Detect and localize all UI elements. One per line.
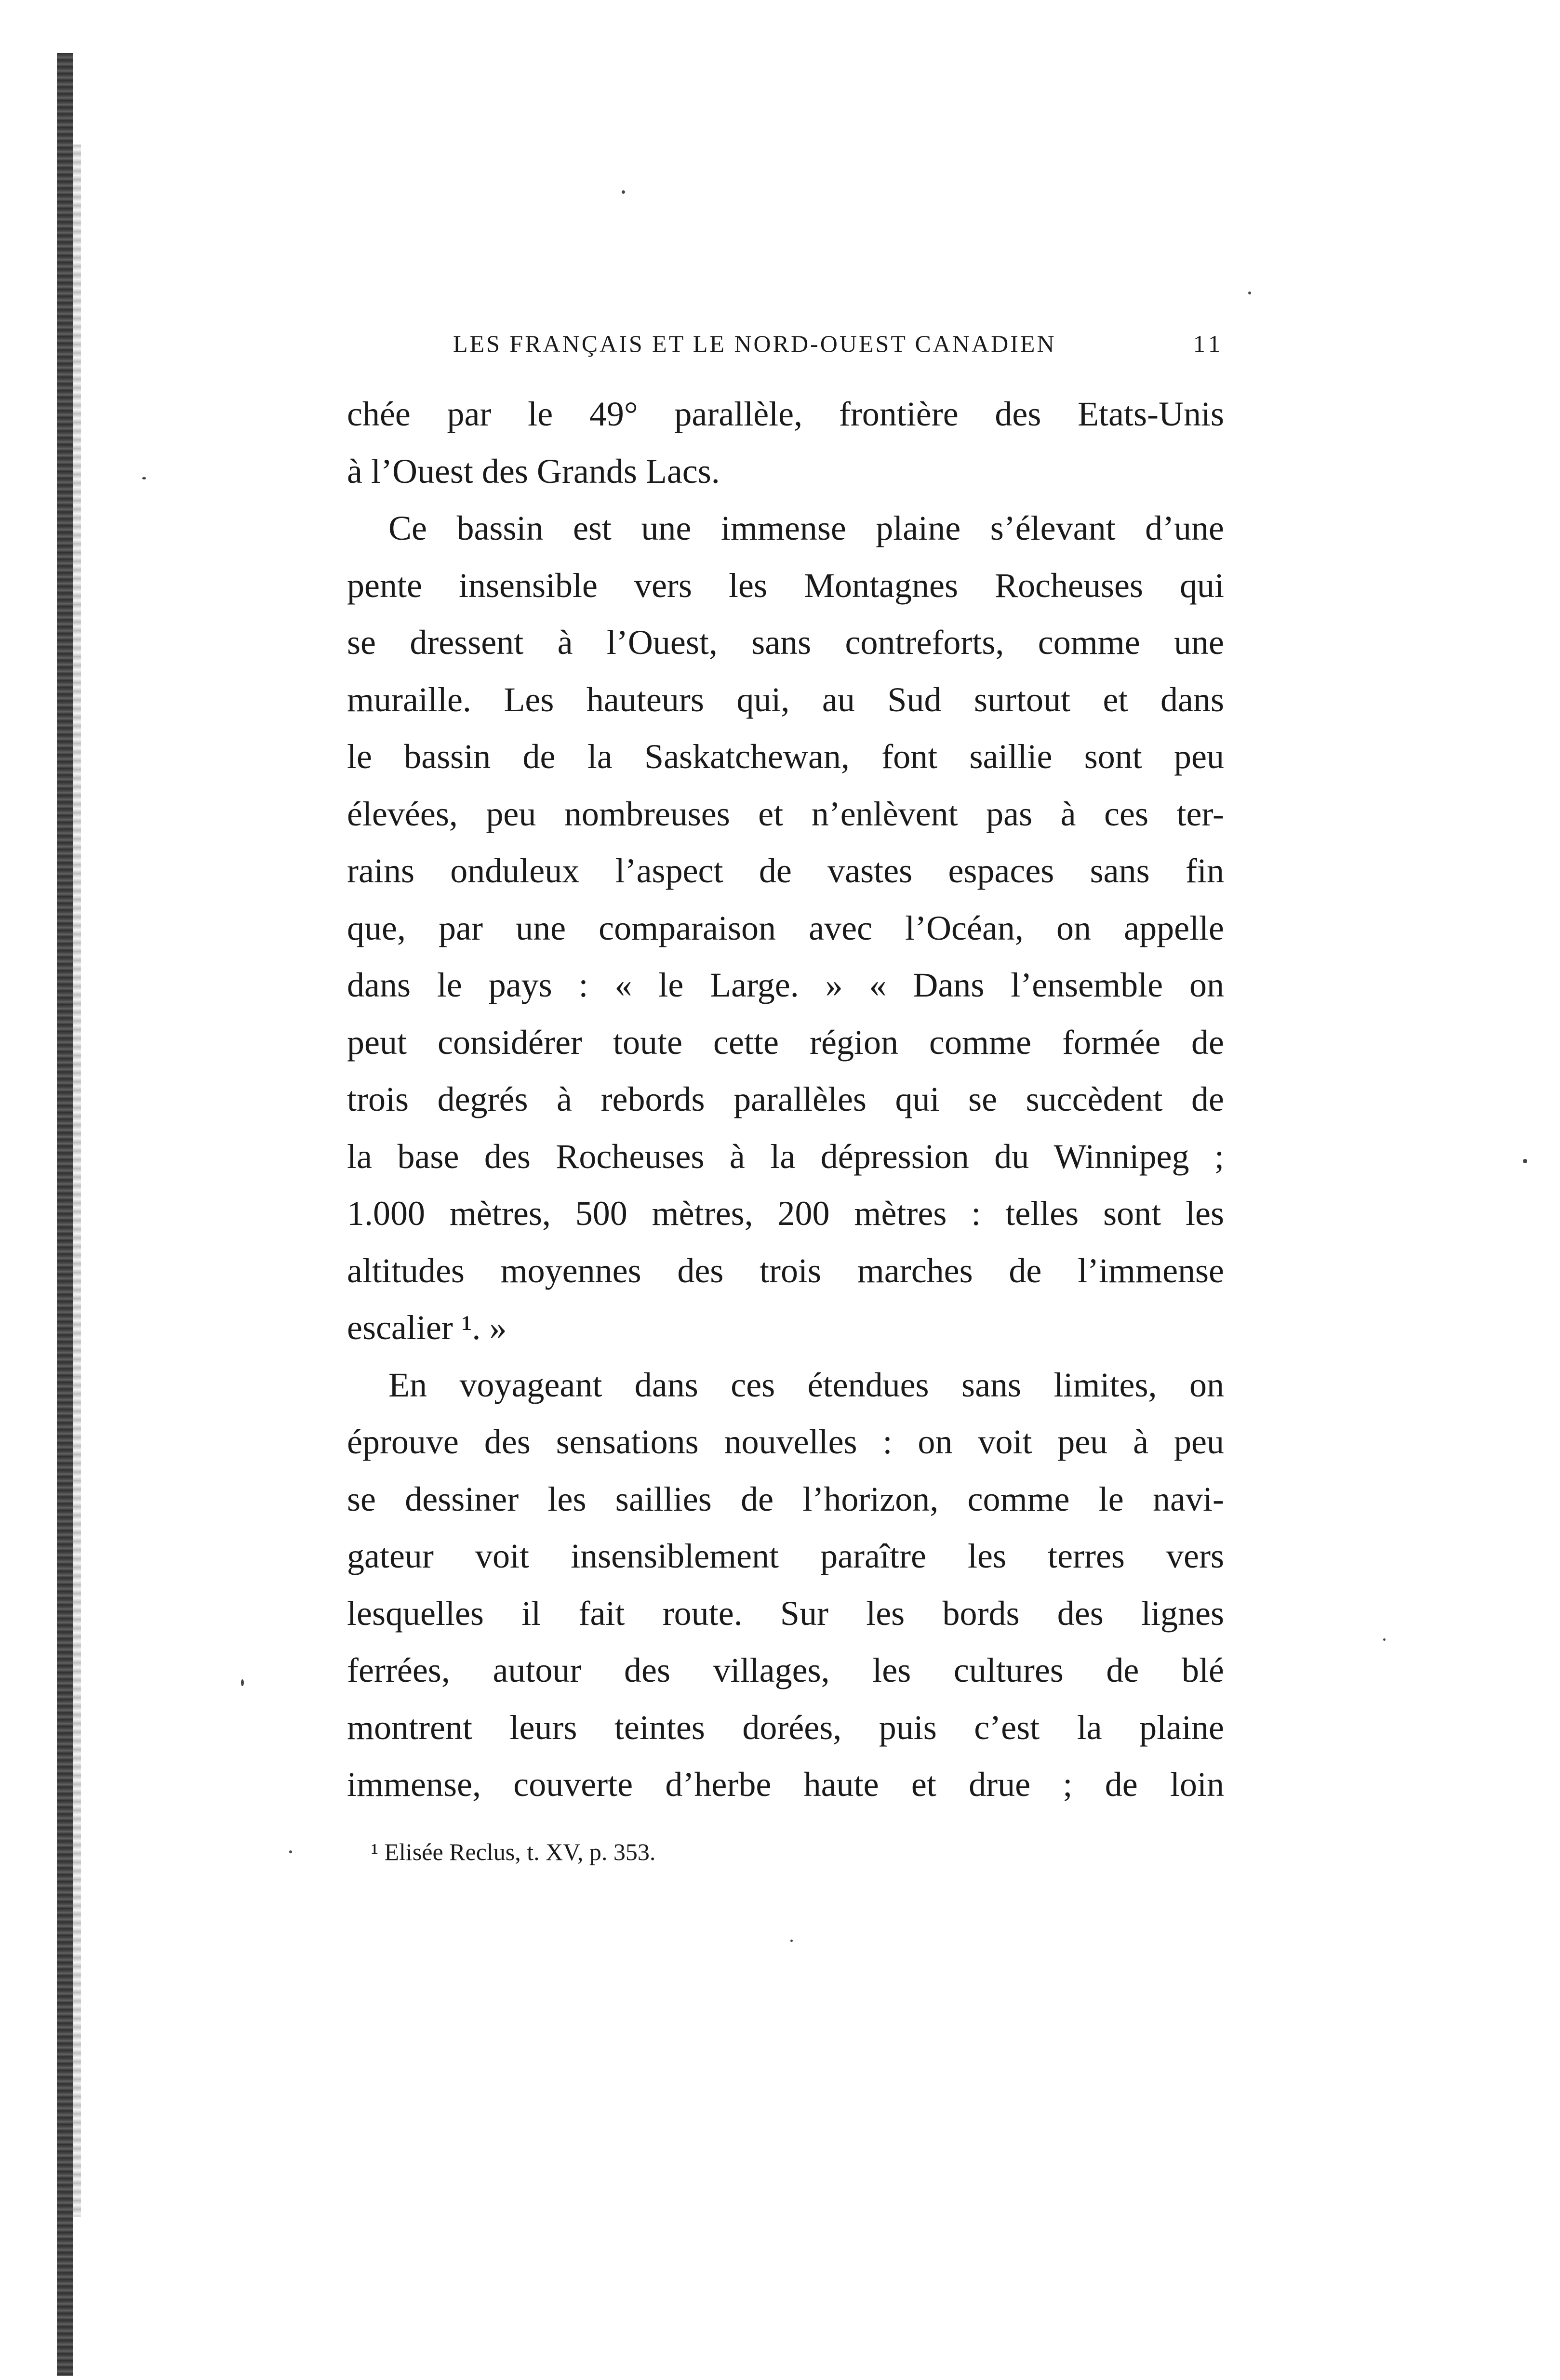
running-title: LES FRANÇAIS ET LE NORD-OUEST CANADIEN: [453, 330, 1056, 357]
scan-speck: [1383, 1638, 1386, 1641]
footnote: ¹ Elisée Reclus, t. XV, p. 353.: [371, 1838, 656, 1865]
text-line: à l’Ouest des Grands Lacs.: [347, 452, 720, 491]
page-number: 11: [1193, 330, 1224, 357]
text-line: trois degrés à rebords parallèles qui se succèdent de: [347, 1080, 1224, 1118]
scan-speck: [241, 1679, 244, 1686]
text-line: peut considérer toute cette région comme formée de: [347, 1023, 1224, 1062]
binding-edge: [57, 53, 73, 2376]
scan-speck: [289, 1850, 292, 1853]
text-line: lesquelles il fait route. Sur les bords des lignes: [347, 1594, 1224, 1633]
text-line: se dessiner les saillies de l’horizon, comme le navi-: [347, 1479, 1224, 1518]
text-line: rains onduleux l’aspect de vastes espaces sans fin: [347, 851, 1224, 890]
text-line: pente insensible vers les Montagnes Rocheuses qui: [347, 566, 1224, 605]
scan-speck: [790, 1940, 793, 1942]
text-line: la base des Rocheuses à la dépression du Winnipeg ;: [347, 1137, 1224, 1176]
running-head: [347, 322, 1224, 365]
scan-speck: [142, 477, 146, 479]
text-line: Ce bassin est une immense plaine s’élevant d’une: [388, 509, 1224, 547]
body-text: [347, 386, 1224, 1813]
scan-speck: [622, 190, 625, 194]
text-line: dans le pays : « le Large. » « Dans l’ensemble on: [347, 966, 1224, 1004]
text-line: se dressent à l’Ouest, sans contreforts, comme une: [347, 623, 1224, 662]
text-line: En voyageant dans ces étendues sans limites, on: [388, 1365, 1224, 1404]
scan-speck: [1248, 292, 1251, 294]
text-line: escalier ¹. »: [347, 1308, 507, 1347]
text-line: montrent leurs teintes dorées, puis c’est la plaine: [347, 1708, 1224, 1747]
text-line: le bassin de la Saskatchewan, font saillie sont peu: [347, 737, 1224, 776]
scan-speck: [1523, 1159, 1527, 1163]
text-line: altitudes moyennes des trois marches de l’immense: [347, 1251, 1224, 1290]
text-line: immense, couverte d’herbe haute et drue ; de loin: [347, 1765, 1224, 1804]
text-line: muraille. Les hauteurs qui, au Sud surtout et dans: [347, 680, 1224, 719]
text-line: élevées, peu nombreuses et n’enlèvent pas à ces ter-: [347, 794, 1224, 833]
text-line: ferrées, autour des villages, les cultures de blé: [347, 1651, 1224, 1689]
text-line: que, par une comparaison avec l’Océan, on appelle: [347, 908, 1224, 947]
text-line: 1.000 mètres, 500 mètres, 200 mètres : telles sont les: [347, 1194, 1224, 1233]
binding-shadow: [73, 145, 81, 2217]
text-line: chée par le 49° parallèle, frontière des Etats-Unis: [347, 395, 1224, 433]
text-line: éprouve des sensations nouvelles : on voit peu à peu: [347, 1423, 1224, 1461]
text-line: gateur voit insensiblement paraître les terres vers: [347, 1537, 1224, 1575]
